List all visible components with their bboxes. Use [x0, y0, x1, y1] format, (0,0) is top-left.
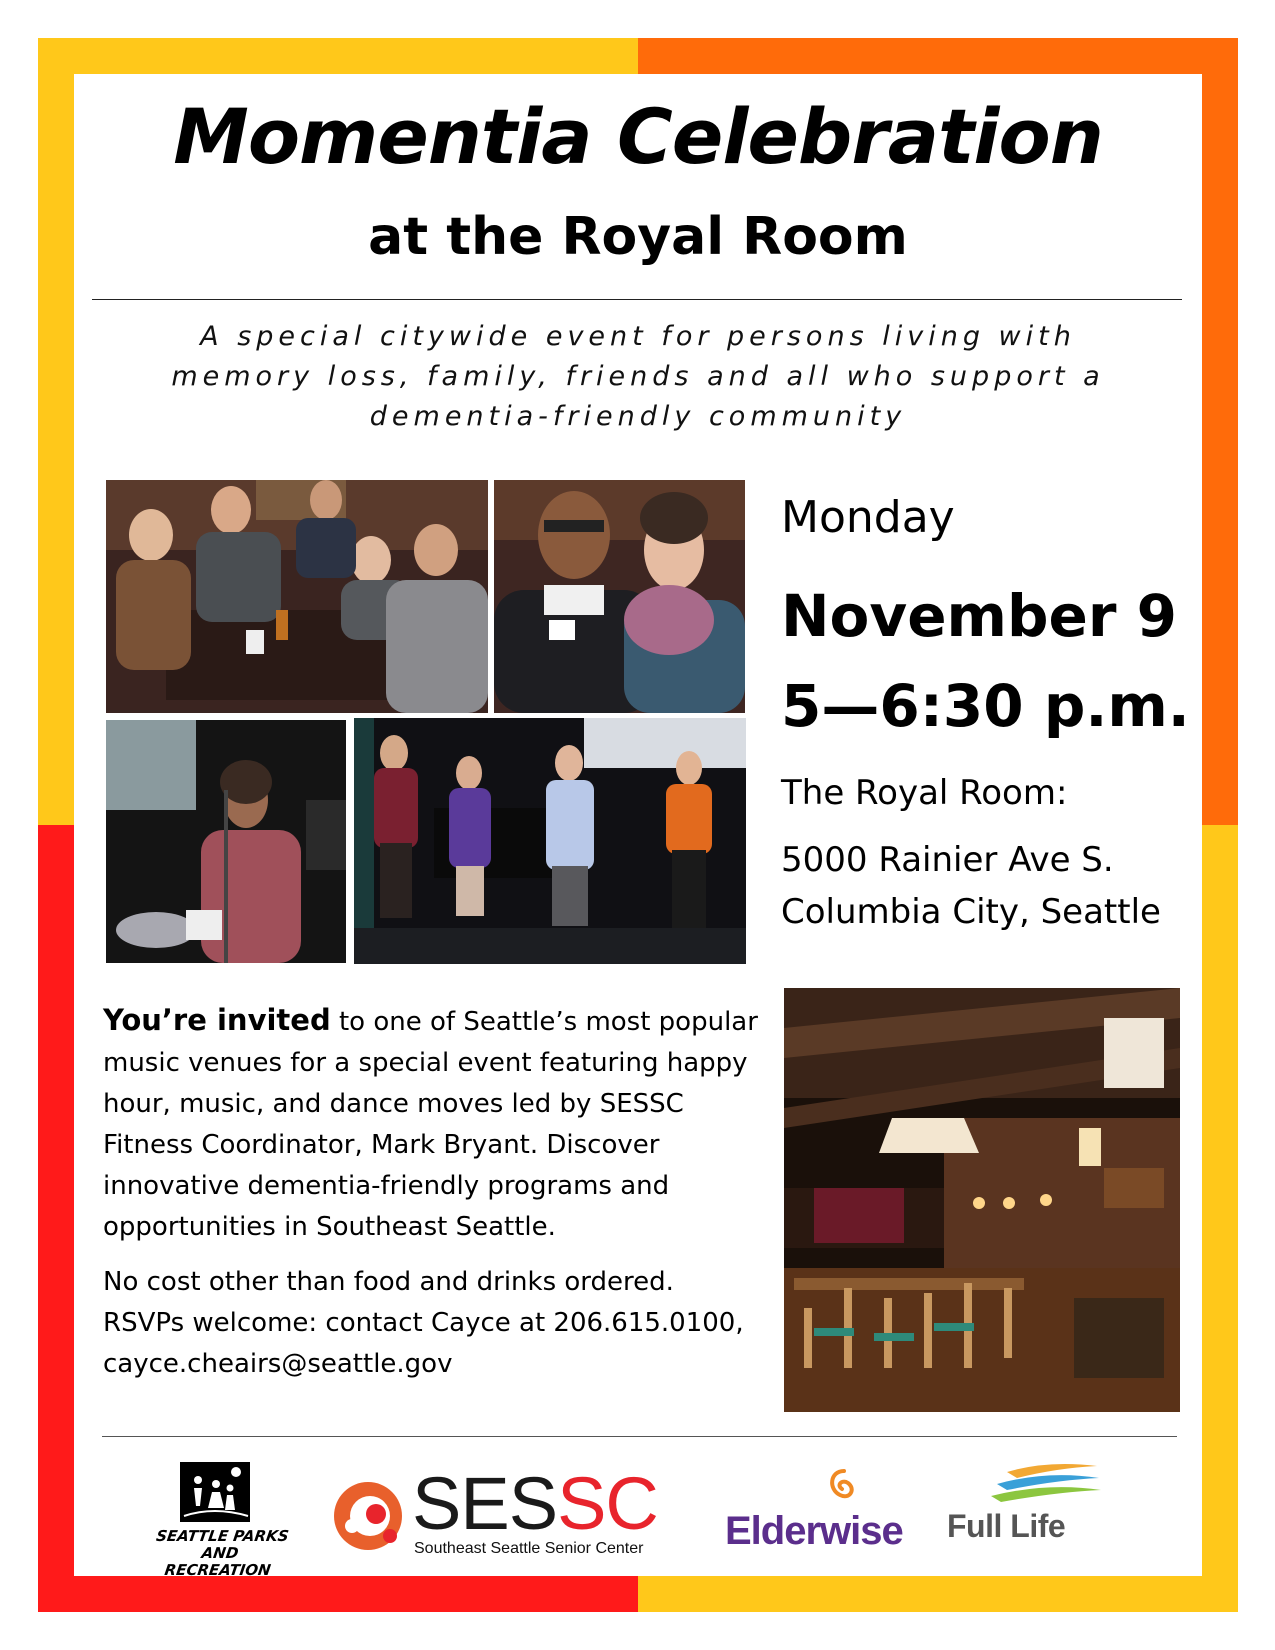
- frame-top-right: [638, 38, 1238, 74]
- parks-line2: AND RECREATION: [163, 1544, 272, 1579]
- tagline-line: A special citywide event for persons living with: [200, 321, 1076, 352]
- full-life-wordmark: Full Life: [947, 1508, 1066, 1544]
- full-life-logo: [945, 1460, 1115, 1555]
- frame-left-bottom: [38, 825, 74, 1612]
- frame-bottom-left: [38, 1576, 638, 1612]
- frame-right-top: [1202, 38, 1238, 825]
- event-time: 5—6:30 p.m.: [781, 672, 1190, 740]
- flyer-title: Momentia Celebration: [173, 92, 1103, 181]
- cost-rsvp-block: [103, 1262, 783, 1385]
- event-day: Monday: [781, 492, 955, 543]
- divider-top: [92, 299, 1182, 300]
- photo-stage-performers: [354, 718, 746, 964]
- photo-group-at-table: [106, 480, 488, 713]
- sessc-part1: SES: [412, 1462, 558, 1545]
- parks-figures-icon: [178, 1458, 258, 1526]
- seattle-parks-logo: [150, 1458, 290, 1579]
- elderwise-swirl-icon: [820, 1465, 868, 1513]
- sessc-part2: SC: [557, 1462, 658, 1545]
- event-address-line2: Columbia City, Seattle: [781, 892, 1161, 932]
- rsvp-email[interactable]: cayce.cheairs@seattle.gov: [103, 1349, 453, 1379]
- divider-bottom: [102, 1436, 1177, 1437]
- event-venue: The Royal Room:: [781, 773, 1068, 813]
- frame-left-top: [38, 38, 74, 825]
- flyer-subtitle: at the Royal Room: [368, 207, 908, 267]
- photo-royal-room-interior: [784, 988, 1180, 1412]
- sessc-swirl-icon: [330, 1478, 408, 1554]
- photo-man-and-woman: [494, 480, 745, 713]
- invite-text: to one of Seattle’s most popular music venues for a special event featuring happy hour, music, and dance moves led by SESSC Fitness Coordinator, Mark Bryant. Discover innovative dementia-friendly programs and opportunities in Southeast Seattle.: [103, 1007, 758, 1242]
- rsvp-line: RSVPs welcome: contact Cayce at 206.615.0100,: [103, 1308, 744, 1338]
- frame-bottom-right: [638, 1576, 1238, 1612]
- parks-line1: SEATTLE PARKS: [155, 1527, 290, 1545]
- invitation-paragraph: [103, 1000, 763, 1248]
- event-address-line1: 5000 Rainier Ave S.: [781, 840, 1114, 880]
- sessc-subtitle: Southeast Seattle Senior Center: [414, 1540, 644, 1557]
- sessc-wordmark: [412, 1462, 658, 1545]
- cost-line: No cost other than food and drinks ordered.: [103, 1267, 674, 1297]
- event-date: November 9: [781, 582, 1177, 650]
- sessc-logo: [330, 1464, 670, 1564]
- elderwise-wordmark: Elderwise: [725, 1509, 903, 1553]
- tagline-line: dementia-friendly community: [369, 401, 907, 432]
- full-life-waves-icon: [987, 1460, 1107, 1506]
- tagline-line: memory loss, family, friends and all who support a: [171, 361, 1105, 392]
- invite-bold-text: You’re invited: [103, 1003, 331, 1037]
- tagline: [74, 317, 1202, 437]
- frame-top-left: [38, 38, 638, 74]
- elderwise-logo: [725, 1465, 915, 1560]
- photo-woman-at-microphone: [106, 720, 346, 963]
- frame-right-bottom: [1202, 825, 1238, 1612]
- parks-wordmark: [146, 1528, 293, 1579]
